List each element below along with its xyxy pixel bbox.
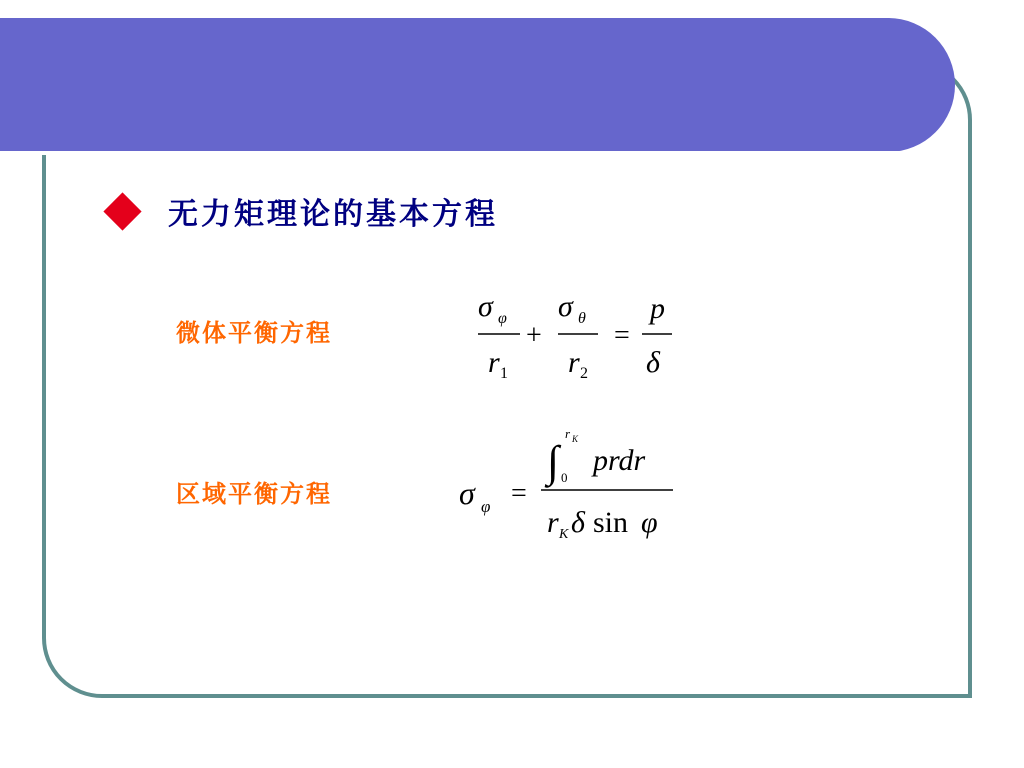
- svg-text:φ: φ: [641, 506, 658, 539]
- svg-text:∫: ∫: [547, 437, 560, 486]
- svg-text:0: 0: [561, 470, 568, 485]
- svg-text:prdr: prdr: [593, 444, 646, 477]
- equation-label-region: 区域平衡方程: [176, 480, 332, 508]
- svg-text:+: +: [526, 320, 542, 351]
- svg-text:σ: σ: [459, 475, 475, 511]
- svg-text:φ: φ: [498, 310, 507, 327]
- svg-text:1: 1: [500, 365, 508, 382]
- micro-equilibrium-formula: [470, 290, 690, 390]
- svg-text:sin: sin: [593, 506, 629, 539]
- equation-label-micro: 微体平衡方程: [176, 319, 332, 347]
- slide-title-row: [100, 186, 498, 236]
- red-diamond-icon: [103, 192, 141, 230]
- svg-text:=: =: [511, 478, 527, 509]
- svg-text:r: r: [547, 506, 559, 539]
- header-band: [0, 18, 955, 152]
- svg-text:2: 2: [580, 365, 588, 382]
- slide-title: 无力矩理论的基本方程: [168, 197, 498, 232]
- svg-text:σ: σ: [558, 290, 573, 323]
- svg-text:σ: σ: [478, 290, 493, 323]
- region-equilibrium-formula: [455, 420, 685, 550]
- svg-text:r: r: [568, 346, 580, 379]
- svg-text:r: r: [488, 346, 500, 379]
- svg-text:δ: δ: [646, 346, 660, 379]
- svg-text:δ: δ: [571, 506, 585, 539]
- svg-text:φ: φ: [481, 497, 491, 516]
- svg-text:K: K: [572, 434, 579, 444]
- svg-text:r: r: [565, 426, 571, 441]
- svg-text:K: K: [559, 527, 569, 542]
- svg-text:p: p: [650, 292, 665, 325]
- svg-text:=: =: [614, 320, 630, 351]
- svg-text:θ: θ: [578, 310, 586, 327]
- header-divider-line: [0, 151, 905, 155]
